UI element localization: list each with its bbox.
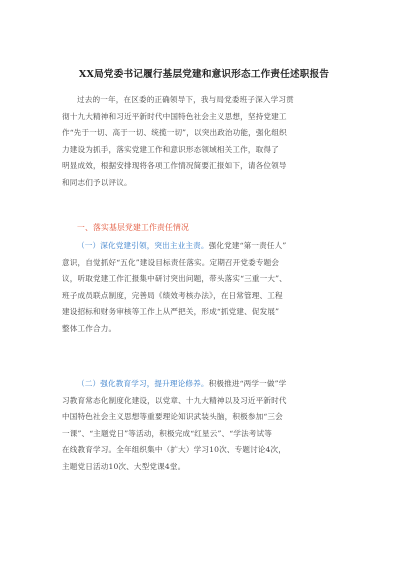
intro-line: 力建设为抓手，落实党建工作和意识形态领域相关工作，取得了 [62,144,279,154]
paragraph-line: 习教育常态化制度化建设，以党章、十九大精神以及习近平新时代 [62,395,287,405]
intro-line: 过去的一年，在区委的正确领导下，我与局党委班子深入学习贯 [77,95,294,104]
paragraph-line: 中国特色社会主义思想等重要理论知识武装头脑，积极参加“三会 [62,412,283,422]
document-title: XX局党委书记履行基层党建和意识形态工作责任述职报告 [78,69,330,80]
intro-line: 明显成效，根据安排现将各项工作情况简要汇报如下，请各位领导 [62,161,287,171]
paragraph-line: 议，听取党建工作汇报集中研讨突出问题，带头落实“三重一大”、 [62,274,287,284]
paragraph-line: 班子成员联点制度，完善局《绩效考核办法》，在日常管理、工程 [62,290,283,300]
section-paragraph-1 [62,238,352,338]
subheading-highlight: （二）强化教育学习，提升理论修养。 [77,379,209,388]
paragraph-line: 意识，自觉抓好“五化”建设目标责任落实。定期召开党委专题会 [62,257,280,267]
intro-paragraph [62,92,352,192]
paragraph-text: 积极推进“两学一做”学 [208,379,287,388]
subheading-highlight: （一）深化党建引领，突出主业主责。 [77,241,209,250]
paragraph-line: 在线教育学习。全年组织集中（扩大）学习10次、专题讨论4次， [62,445,287,455]
paragraph-line: 一课”、“主题党日”等活动，积极完成“红星云”、“学法考试等 [62,428,273,438]
intro-line: 和同志们予以评议。 [62,177,132,187]
paragraph-first-line [62,376,352,393]
paragraph-line: 整体工作合力。 [62,323,117,333]
section-paragraph-2 [62,376,352,476]
paragraph-text: 强化党建“第一责任人” [208,241,287,250]
paragraph-line: 主题党日活动10次、大型党课4堂。 [62,461,186,471]
section-heading: 一、落实基层党建工作责任情况 [77,223,189,232]
intro-line: 作“先于一切、高于一切、统揽一切”，以突出政治功能，强化组织 [62,128,287,138]
intro-line: 彻十九大精神和习近平新时代中国特色社会主义思想，坚持党建工 [62,111,287,121]
paragraph-line: 建设招标和财务审核等工作上从严把关，形成“抓党建、促发展” [62,307,280,317]
paragraph-first-line [62,238,352,255]
